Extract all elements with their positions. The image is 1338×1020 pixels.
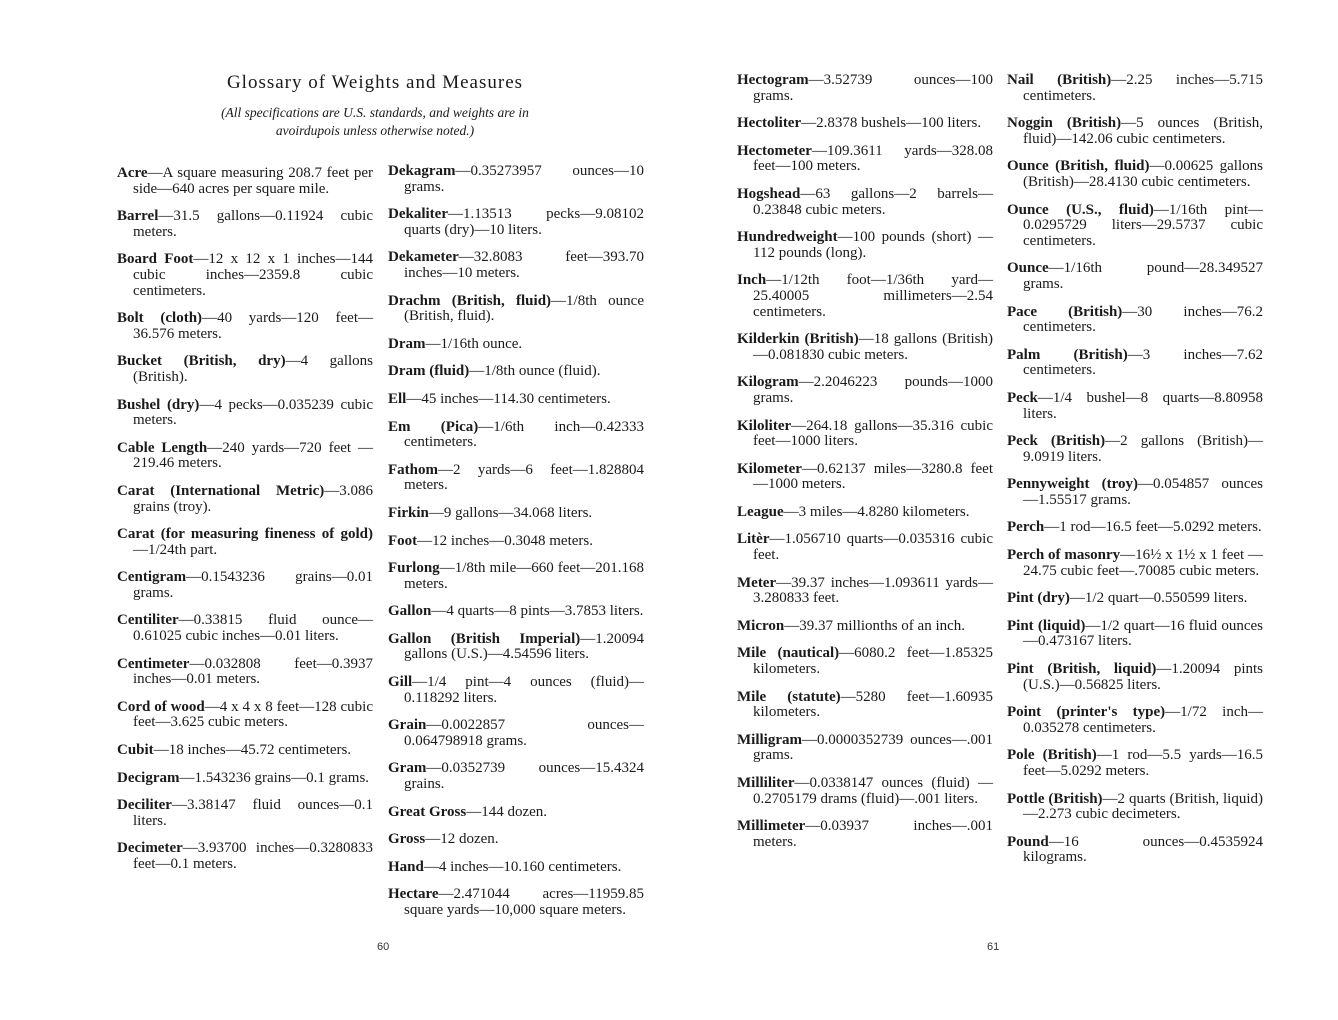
- glossary-entry: [388, 761, 644, 792]
- glossary-entry: [117, 484, 373, 515]
- entry-definition: —3.52739 ounces—100 grams.: [753, 72, 993, 104]
- entry-definition: —4 inches—10.160 centimeters.: [423, 858, 622, 875]
- glossary-entry: [1007, 116, 1263, 147]
- entry-definition: —2 yards—6 feet—1.828804 meters.: [404, 461, 644, 494]
- entry-definition: —4 quarts—8 pints—3.7853 liters.: [431, 603, 644, 620]
- entry-definition: —5280 feet—1.60935 kilometers.: [753, 688, 994, 721]
- entry-definition: —3.086 grains (troy).: [133, 482, 373, 515]
- entry-definition: —0.1543236 grains—0.01 grams.: [133, 569, 373, 601]
- entry-term: Pole (British): [1007, 747, 1097, 764]
- entry-definition: —1/4 pint—4 ounces (fluid)—0.118292 liters.: [404, 674, 644, 706]
- entry-definition: —45 inches—114.30 centimeters.: [406, 390, 611, 407]
- glossary-entry: [1007, 591, 1263, 607]
- entry-definition: —0.62137 miles—3280.8 feet—1000 meters.: [753, 460, 993, 493]
- glossary-entry: [117, 209, 373, 240]
- glossary-entry: [117, 700, 373, 731]
- entry-term: Deciliter: [117, 797, 172, 814]
- entry-definition: —1/2 quart—0.550599 liters.: [1069, 590, 1248, 607]
- entry-definition: —1.056710 quarts—0.035316 cubic feet.: [753, 531, 993, 564]
- entry-definition: —3 inches—7.62 centimeters.: [1023, 346, 1263, 379]
- glossary-entry: [1007, 619, 1263, 650]
- entry-definition: —0.054857 ounces —1.55517 grams.: [1023, 476, 1263, 508]
- entry-term: Furlong: [388, 560, 440, 577]
- entry-term: Cable Length: [117, 439, 208, 456]
- entry-term: Dram: [388, 335, 426, 352]
- glossary-entry: [737, 73, 993, 104]
- entry-term: Great Gross: [388, 803, 467, 820]
- entry-definition: —1/4 bushel—8 quarts—8.80958 liters.: [1023, 389, 1263, 422]
- entry-term: Mile (nautical): [737, 645, 840, 662]
- glossary-entry: [737, 576, 993, 607]
- glossary-entry: [388, 718, 644, 749]
- glossary-entry: [737, 776, 993, 807]
- entry-definition: —0.03937 inches—.001 meters.: [753, 818, 993, 850]
- entry-definition: —2.8378 bushels—100 liters.: [801, 115, 982, 132]
- glossary-entry: [388, 463, 644, 494]
- entry-definition: —63 gallons—2 barrels—0.23848 cubic meters.: [753, 185, 993, 218]
- entry-definition: —12 x 12 x 1 inches—144 cubic inches—2359.8 cubic centimeters.: [133, 251, 373, 299]
- glossary-entry: [1007, 261, 1263, 292]
- entry-term: Millimeter: [737, 818, 806, 835]
- entry-definition: —39.37 inches—1.093611 yards—3.280833 feet.: [753, 574, 993, 607]
- entry-definition: —A square measuring 208.7 feet per side—640 acres per square mile.: [133, 165, 373, 197]
- glossary-entry: [117, 166, 373, 197]
- entry-definition: —240 yards—720 feet —219.46 meters.: [133, 439, 373, 472]
- entry-term: Hectoliter: [737, 115, 802, 132]
- glossary-entry: [117, 613, 373, 644]
- glossary-entry: [117, 743, 373, 759]
- entry-definition: —1.13513 pecks—9.08102 quarts (dry)—10 liters.: [404, 206, 644, 238]
- page-number: 60: [377, 941, 390, 953]
- entry-term: Bushel (dry): [117, 396, 200, 413]
- glossary-entry: [1007, 662, 1263, 693]
- glossary-entry: [1007, 203, 1263, 250]
- glossary-entry: [388, 887, 644, 918]
- entry-term: Ounce (U.S., fluid): [1007, 201, 1154, 218]
- entry-definition: —3.93700 inches—0.3280833 feet—0.1 meters.: [133, 840, 373, 872]
- glossary-entry: [1007, 748, 1263, 779]
- entry-term: Litèr: [737, 531, 770, 548]
- glossary-entry: [117, 354, 373, 385]
- entry-definition: —32.8083 feet—393.70 inches—10 meters.: [404, 249, 644, 281]
- entry-definition: —1/24th part.: [133, 541, 218, 558]
- glossary-entry: [388, 164, 644, 195]
- entry-definition: —1/6th inch—0.42333 centimeters.: [404, 418, 644, 451]
- entry-term: Pace (British): [1007, 303, 1123, 320]
- glossary-entry: [388, 860, 644, 876]
- glossary-entry: [737, 462, 993, 493]
- entry-definition: —2.471044 acres—11959.85 square yards—10,000 square meters.: [404, 886, 644, 918]
- page-number: 61: [987, 941, 1000, 953]
- entry-definition: —18 inches—45.72 centimeters.: [153, 742, 352, 759]
- entry-term: Dekameter: [388, 249, 459, 266]
- glossary-entry: [737, 116, 993, 132]
- entry-term: Cubit: [117, 742, 154, 759]
- entry-term: Acre: [117, 165, 148, 181]
- entry-definition: —144 dozen.: [466, 803, 548, 820]
- entry-definition: —109.3611 yards—328.08 feet—100 meters.: [753, 142, 993, 175]
- entry-definition: —4 gallons (British).: [133, 353, 373, 385]
- entry-definition: —0.032808 feet—0.3937 inches—0.01 meters.: [133, 655, 373, 688]
- entry-term: Hectometer: [737, 142, 812, 159]
- entry-definition: —264.18 gallons—35.316 cubic feet—1000 liters.: [753, 417, 993, 450]
- glossary-column: [1007, 73, 1263, 878]
- glossary-entry: [1007, 305, 1263, 336]
- glossary-entry: [388, 250, 644, 281]
- glossary-entry: [388, 604, 644, 620]
- entry-term: Centiliter: [117, 612, 179, 629]
- entry-term: Kilogram: [737, 374, 799, 391]
- glossary-column: [388, 164, 644, 931]
- entry-term: Board Foot: [117, 251, 194, 268]
- entry-term: Decigram: [117, 769, 180, 786]
- entry-term: Dekaliter: [388, 206, 448, 223]
- entry-term: Carat (for measuring fineness of gold): [117, 526, 373, 543]
- entry-definition: —1.543236 grains—0.1 grams.: [179, 769, 370, 786]
- entry-definition: —16 ounces—0.4535924 kilograms.: [1023, 833, 1263, 866]
- glossary-entry: [388, 675, 644, 706]
- entry-term: Grain: [388, 717, 427, 734]
- entry-definition: —30 inches—76.2 centimeters.: [1023, 303, 1263, 336]
- entry-definition: —1/8th ounce (fluid).: [469, 363, 601, 380]
- entry-term: Cord of wood: [117, 698, 205, 715]
- page-subtitle: (All specifications are U.S. standards, and weights are in avoirdupois unless otherwise noted.): [221, 105, 529, 138]
- glossary-entry: [1007, 792, 1263, 823]
- entry-term: Barrel: [117, 208, 159, 225]
- entry-definition: —0.35273957 ounces—10 grams.: [404, 163, 644, 195]
- entry-term: Peck (British): [1007, 433, 1106, 450]
- entry-term: Pound: [1007, 833, 1049, 850]
- entry-term: Kilderkin (British): [737, 331, 859, 348]
- entry-term: Hectogram: [737, 72, 809, 88]
- entry-term: Gross: [388, 831, 426, 848]
- entry-term: Decimeter: [117, 840, 183, 857]
- glossary-entry: [388, 832, 644, 848]
- entry-definition: —12 dozen.: [425, 831, 499, 848]
- entry-term: Ounce (British, fluid): [1007, 158, 1150, 175]
- entry-term: Dram (fluid): [388, 363, 470, 380]
- glossary-entry: [737, 144, 993, 175]
- entry-term: Kiloliter: [737, 417, 792, 434]
- entry-definition: —1 rod—16.5 feet—5.0292 meters.: [1044, 519, 1262, 536]
- glossary-entry: [388, 392, 644, 408]
- entry-term: Kilometer: [737, 460, 802, 477]
- glossary-entry: [737, 733, 993, 764]
- entry-definition: —4 pecks—0.035239 cubic meters.: [133, 396, 374, 429]
- entry-definition: —3.38147 fluid ounces—0.1 liters.: [133, 797, 373, 829]
- glossary-entry: [388, 420, 644, 451]
- glossary-entry: [737, 690, 993, 721]
- entry-definition: —1/16th ounce.: [425, 335, 523, 352]
- entry-definition: —3 miles—4.8280 kilometers.: [783, 503, 970, 520]
- entry-definition: —0.0022857 ounces—0.064798918 grams.: [404, 717, 644, 749]
- glossary-entry: [388, 506, 644, 522]
- entry-definition: —1/72 inch—0.035278 centimeters.: [1023, 704, 1263, 736]
- entry-term: Carat (International Metric): [117, 482, 325, 499]
- entry-term: Foot: [388, 532, 418, 549]
- entry-term: Nail (British): [1007, 72, 1112, 88]
- entry-definition: —16½ x 1½ x 1 feet —24.75 cubic feet—.70085 cubic meters.: [1023, 547, 1263, 579]
- entry-term: Mile (statute): [737, 688, 841, 705]
- glossary-entry: [117, 252, 373, 299]
- entry-term: Gill: [388, 674, 413, 691]
- entry-definition: —39.37 millionths of an inch.: [784, 617, 966, 634]
- entry-term: Inch: [737, 272, 767, 289]
- glossary-entry: [388, 632, 644, 663]
- glossary-entry: [388, 805, 644, 821]
- entry-definition: —2 gallons (British)—9.0919 liters.: [1023, 433, 1263, 465]
- entry-term: Pint (liquid): [1007, 617, 1086, 634]
- glossary-entry: [737, 375, 993, 406]
- entry-term: Hogshead: [737, 185, 801, 202]
- entry-term: Perch of masonry: [1007, 547, 1121, 564]
- entry-term: Meter: [737, 574, 777, 591]
- entry-term: Bolt (cloth): [117, 310, 203, 327]
- glossary-entry: [737, 332, 993, 363]
- glossary-entry: [117, 398, 373, 429]
- entry-definition: —1/16th pound—28.349527 grams.: [1023, 260, 1263, 292]
- glossary-entry: [1007, 835, 1263, 866]
- entry-definition: —1/12th foot—1/36th yard—25.40005 millimeters—2.54 centimeters.: [753, 272, 993, 320]
- entry-term: Centimeter: [117, 655, 190, 672]
- entry-term: Point (printer's type): [1007, 704, 1166, 721]
- entry-definition: —1.20094 pints (U.S.)—0.56825 liters.: [1023, 661, 1263, 693]
- glossary-entry: [737, 619, 993, 635]
- entry-definition: —0.00625 gallons (British)—28.4130 cubic centimeters.: [1023, 158, 1263, 190]
- glossary-entry: [737, 419, 993, 450]
- glossary-entry: [388, 364, 644, 380]
- entry-definition: —2 quarts (British, liquid)—2.273 cubic decimeters.: [1023, 790, 1263, 823]
- entry-term: Centigram: [117, 569, 187, 586]
- entry-definition: —0.0000352739 ounces—.001 grams.: [753, 731, 993, 764]
- entry-term: Milligram: [737, 731, 802, 748]
- entry-definition: —2.25 inches—5.715 centimeters.: [1023, 72, 1263, 104]
- entry-term: Pint (dry): [1007, 590, 1070, 607]
- entry-term: Gallon: [388, 603, 432, 620]
- glossary-entry: [388, 294, 644, 325]
- glossary-entry: [1007, 159, 1263, 190]
- entry-term: Perch: [1007, 519, 1045, 536]
- glossary-entry: [1007, 348, 1263, 379]
- entry-definition: —4 x 4 x 8 feet—128 cubic feet—3.625 cubic meters.: [133, 698, 373, 731]
- entry-definition: —18 gallons (British)—0.081830 cubic meters.: [753, 331, 993, 363]
- entry-definition: —1.20094 gallons (U.S.)—4.54596 liters.: [404, 630, 644, 663]
- entry-term: Ell: [388, 390, 407, 407]
- entry-definition: —2.2046223 pounds—1000 grams.: [753, 374, 993, 406]
- glossary-entry: [1007, 477, 1263, 508]
- glossary-entry: [737, 819, 993, 850]
- entry-term: Pottle (British): [1007, 790, 1103, 807]
- entry-definition: —1/16th pint—0.0295729 liters—29.5737 cubic centimeters.: [1023, 201, 1263, 249]
- entry-definition: —9 gallons—34.068 liters.: [428, 504, 593, 521]
- glossary-entry: [1007, 434, 1263, 465]
- entry-definition: —0.0352739 ounces—15.4324 grains.: [404, 760, 644, 793]
- entry-definition: —40 yards—120 feet—36.576 meters.: [133, 310, 373, 342]
- glossary-entry: [737, 505, 993, 521]
- glossary-entry: [117, 441, 373, 472]
- entry-term: Fathom: [388, 461, 438, 478]
- glossary-entry: [1007, 391, 1263, 422]
- entry-term: Ounce: [1007, 260, 1049, 277]
- entry-definition: —1/8th ounce (British, fluid).: [404, 292, 644, 325]
- glossary-column: [117, 166, 373, 885]
- entry-definition: —1/8th mile—660 feet—201.168 meters.: [404, 560, 644, 592]
- glossary-entry: [388, 534, 644, 550]
- entry-term: Pennyweight (troy): [1007, 476, 1138, 493]
- entry-term: Gram: [388, 760, 427, 777]
- glossary-entry: [117, 798, 373, 829]
- glossary-entry: [388, 207, 644, 238]
- glossary-entry: [737, 532, 993, 563]
- entry-definition: —100 pounds (short) —112 pounds (long).: [753, 229, 993, 261]
- entry-definition: —5 ounces (British, fluid)—142.06 cubic centimeters.: [1023, 115, 1263, 147]
- entry-term: League: [737, 503, 784, 520]
- entry-definition: —0.33815 fluid ounce—0.61025 cubic inches—0.01 liters.: [133, 612, 373, 645]
- glossary-entry: [737, 187, 993, 218]
- entry-term: Peck: [1007, 389, 1038, 406]
- entry-definition: —0.0338147 ounces (fluid) —0.2705179 drams (fluid)—.001 liters.: [753, 775, 993, 807]
- glossary-entry: [117, 311, 373, 342]
- entry-term: Em (Pica): [388, 418, 479, 435]
- entry-definition: —6080.2 feet—1.85325 kilometers.: [753, 645, 993, 678]
- entry-definition: —1/2 quart—16 fluid ounces—0.473167 liters.: [1023, 617, 1263, 650]
- glossary-entry: [1007, 520, 1263, 536]
- glossary-entry: [117, 657, 373, 688]
- entry-term: Hectare: [388, 886, 439, 903]
- glossary-entry: [737, 230, 993, 261]
- glossary-entry: [1007, 73, 1263, 104]
- entry-term: Noggin (British): [1007, 115, 1122, 132]
- entry-term: Micron: [737, 617, 785, 634]
- glossary-entry: [388, 337, 644, 353]
- entry-term: Bucket (British, dry): [117, 353, 286, 370]
- glossary-column: [737, 73, 993, 862]
- entry-term: Gallon (British Imperial): [388, 630, 581, 647]
- entry-term: Dekagram: [388, 163, 456, 179]
- glossary-entry: [117, 570, 373, 601]
- entry-term: Hand: [388, 858, 424, 875]
- entry-term: Palm (British): [1007, 346, 1128, 363]
- glossary-entry: [737, 646, 993, 677]
- entry-definition: —12 inches—0.3048 meters.: [417, 532, 593, 549]
- glossary-entry: [1007, 705, 1263, 736]
- glossary-entry: [117, 527, 373, 558]
- entry-definition: —31.5 gallons—0.11924 cubic meters.: [133, 208, 373, 240]
- entry-term: Hundredweight: [737, 229, 838, 246]
- entry-term: Pint (British, liquid): [1007, 661, 1157, 678]
- glossary-entry: [388, 561, 644, 592]
- glossary-entry: [1007, 548, 1263, 579]
- entry-definition: —1 rod—5.5 yards—16.5 feet—5.0292 meters.: [1023, 747, 1263, 779]
- glossary-entry: [737, 273, 993, 320]
- glossary-entry: [117, 771, 373, 787]
- page-title: Glossary of Weights and Measures: [226, 72, 524, 93]
- entry-term: Drachm (British, fluid): [388, 292, 552, 309]
- glossary-entry: [117, 841, 373, 872]
- entry-term: Milliliter: [737, 775, 795, 791]
- entry-term: Firkin: [388, 504, 429, 521]
